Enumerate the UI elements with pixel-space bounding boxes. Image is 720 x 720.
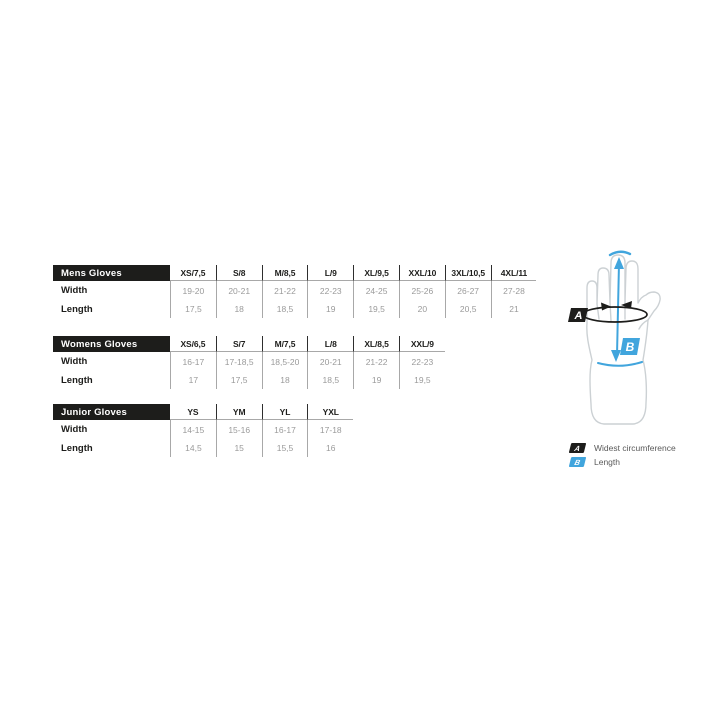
womens-gloves-table xyxy=(53,336,445,389)
value-cell: 22-23 xyxy=(399,352,445,371)
size-header-cell: M/8,5 xyxy=(262,265,308,281)
value-cell: 20,5 xyxy=(445,300,491,318)
size-header-cell: S/8 xyxy=(216,265,262,281)
size-header-cell: XL/8,5 xyxy=(353,336,399,352)
value-cell: 17,5 xyxy=(216,371,262,389)
value-cell: 20-21 xyxy=(216,281,262,300)
marker-b-letter: B xyxy=(625,340,635,354)
size-header-cell: YXL xyxy=(307,404,353,420)
table-title: Mens Gloves xyxy=(53,265,170,281)
value-cell: 26-27 xyxy=(445,281,491,300)
size-header-cell: XS/6,5 xyxy=(170,336,216,352)
marker-b-badge xyxy=(620,338,640,355)
marker-a-letter: A xyxy=(574,310,583,322)
value-cell: 16 xyxy=(307,439,353,457)
value-cell: 19 xyxy=(307,300,353,318)
value-cell: 15 xyxy=(216,439,262,457)
table-title: Womens Gloves xyxy=(53,336,170,352)
size-header-cell: M/7,5 xyxy=(262,336,308,352)
value-cell: 18,5 xyxy=(262,300,308,318)
value-cell: 20-21 xyxy=(307,352,353,371)
value-cell: 21 xyxy=(491,300,537,318)
value-cell: 22-23 xyxy=(307,281,353,300)
size-header-cell: YS xyxy=(170,404,216,420)
value-cell: 19-20 xyxy=(170,281,216,300)
size-header-cell: 3XL/10,5 xyxy=(445,265,491,281)
glove-measurement-diagram xyxy=(563,243,675,439)
mens-gloves-table xyxy=(53,265,536,318)
junior-gloves-table xyxy=(53,404,353,457)
value-cell: 18,5-20 xyxy=(262,352,308,371)
value-cell: 16-17 xyxy=(170,352,216,371)
legend-b-badge: B xyxy=(569,457,586,467)
table-title: Junior Gloves xyxy=(53,404,170,420)
legend-row-circumference xyxy=(570,443,676,453)
legend-a-label: Widest circumference xyxy=(594,443,676,453)
wrist-line xyxy=(598,362,642,366)
value-cell: 19,5 xyxy=(399,371,445,389)
size-header-cell: S/7 xyxy=(216,336,262,352)
value-cell: 17,5 xyxy=(170,300,216,318)
size-header-cell: YL xyxy=(262,404,308,420)
value-cell: 25-26 xyxy=(399,281,445,300)
size-header-cell: XL/9,5 xyxy=(353,265,399,281)
value-cell: 19 xyxy=(353,371,399,389)
size-header-cell: XS/7,5 xyxy=(170,265,216,281)
value-cell: 17-18 xyxy=(307,420,353,439)
value-cell: 17-18,5 xyxy=(216,352,262,371)
value-cell: 21-22 xyxy=(353,352,399,371)
legend-row-length xyxy=(570,457,676,467)
row-label: Length xyxy=(61,442,93,454)
size-header-cell: YM xyxy=(216,404,262,420)
value-cell: 21-22 xyxy=(262,281,308,300)
size-header-cell: L/9 xyxy=(307,265,353,281)
marker-a-badge xyxy=(568,308,588,322)
size-header-cell: 4XL/11 xyxy=(491,265,537,281)
row-label: Width xyxy=(61,424,88,435)
circumference-ellipse xyxy=(583,301,647,322)
value-cell: 18,5 xyxy=(307,371,353,389)
row-label: Length xyxy=(61,374,93,386)
value-cell: 15,5 xyxy=(262,439,308,457)
row-label: Width xyxy=(61,356,88,367)
value-cell: 14,5 xyxy=(170,439,216,457)
value-cell: 18 xyxy=(216,300,262,318)
size-header-cell: L/8 xyxy=(307,336,353,352)
size-header-cell: XXL/9 xyxy=(399,336,445,352)
value-cell: 15-16 xyxy=(216,420,262,439)
size-header-cell: XXL/10 xyxy=(399,265,445,281)
row-label: Width xyxy=(61,285,88,296)
value-cell: 16-17 xyxy=(262,420,308,439)
value-cell: 19,5 xyxy=(353,300,399,318)
value-cell: 17 xyxy=(170,371,216,389)
value-cell: 14-15 xyxy=(170,420,216,439)
measurement-legend xyxy=(570,443,676,467)
value-cell: 20 xyxy=(399,300,445,318)
row-label: Length xyxy=(61,303,93,315)
value-cell: 27-28 xyxy=(491,281,537,300)
legend-b-label: Length xyxy=(594,457,620,467)
value-cell: 18 xyxy=(262,371,308,389)
value-cell: 24-25 xyxy=(353,281,399,300)
legend-a-badge: A xyxy=(569,443,586,453)
